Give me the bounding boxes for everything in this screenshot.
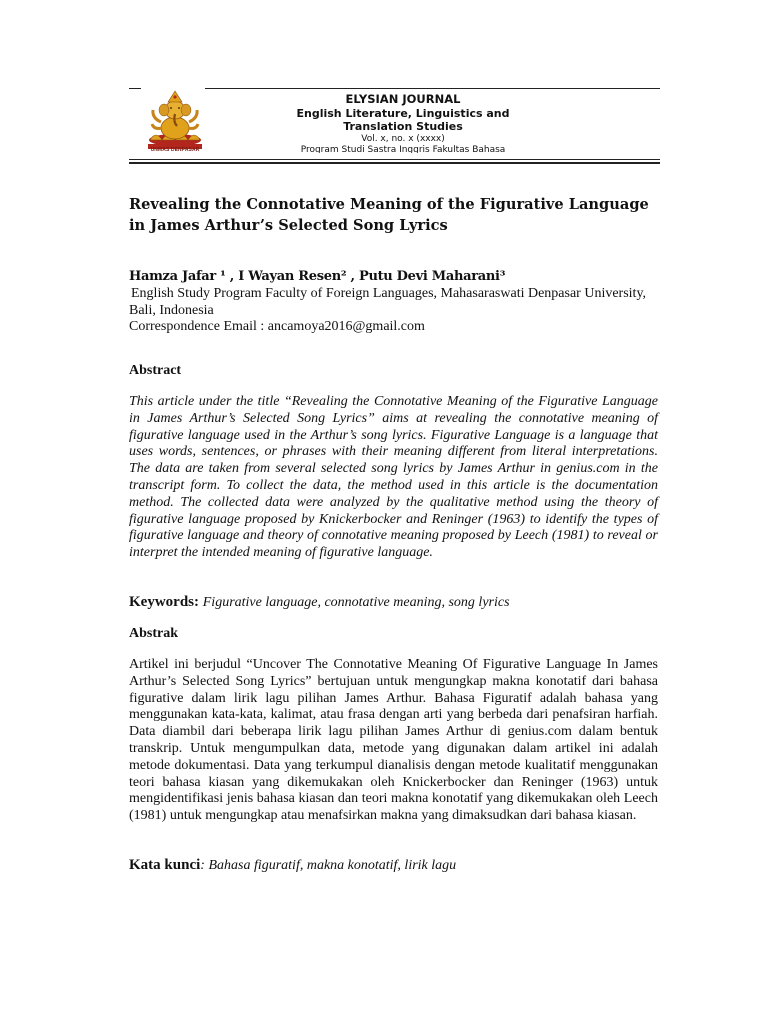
kata-kunci-values: Bahasa figuratif, makna konotatif, lirik lagu <box>204 858 457 873</box>
logo-caption: UNMAS DENPASAR <box>150 147 200 153</box>
journal-subtitle-line1: English Literature, Linguistics and <box>296 107 510 120</box>
kata-kunci-label: Kata kunci <box>129 857 201 873</box>
abstrak-body: Artikel ini berjudul “Uncover The Connotative Meaning Of Figurative Language In James Arthur’s Selected Song Lyrics” bertujuan untuk mengungkap makna konotatif dari bahasa figurative dalam lirik lagu pilihan James Arthur. Bahasa Figuratif adalah bahasa yang menggunakan kata-kata, kalimat, atau frasa dengan arti yang berbeda dari penafsiran harfiah. Data diambil dari beberapa lirik lagu pilihan James Arthur di genius.com dalam bentuk transkrip. Untuk mengumpulkan data, metode yang digunakan dalam artikel ini adalah metode dokumentasi. Data yang terkumpul dianalisis dengan metode kualitatif menggunakan teori bahasa kiasan yang dikemukakan oleh Knickerbocker dan Reninger (1963) untuk mengidentifikasi jenis bahasa kiasan dan teori makna konotatif yang dikemukakan oleh Leech (1981) untuk mengungkap atau menafsirkan makna yang dimaksudkan dari bahasa kiasan. <box>129 657 658 824</box>
author-list: Hamza Jafar ¹ , I Wayan Resen² , Putu Devi Maharani³ <box>129 269 506 284</box>
abstrak-heading: Abstrak <box>129 626 179 641</box>
journal-header <box>280 92 526 153</box>
journal-subtitle-line2: Translation Studies <box>343 120 463 133</box>
header-bottom-rule-thin <box>129 159 660 160</box>
kata-kunci-line <box>129 857 669 874</box>
journal-volume: Vol. x, no. x (xxxx) <box>361 134 445 144</box>
header-bottom-rule-thick <box>129 162 660 164</box>
article-title: Revealing the Connotative Meaning of the Figurative Language in James Arthur’s Selected Song Lyrics <box>129 196 649 234</box>
affiliation-block <box>129 286 669 336</box>
keywords-line <box>129 594 669 611</box>
affiliation-line2: Bali, Indonesia <box>129 302 214 318</box>
correspondence-email: Correspondence Email : ancamoya2016@gmail.com <box>129 319 425 334</box>
header-top-rule <box>205 88 660 89</box>
abstract-heading: Abstract <box>129 363 182 378</box>
keywords-values: Figurative language, connotative meaning, song lyrics <box>202 595 510 610</box>
kata-kunci-colon: : <box>200 858 205 873</box>
journal-name: ELYSIAN JOURNAL <box>345 92 461 106</box>
abstract-body: This article under the title “Revealing the Connotative Meaning of the Figurative Language in James Arthur’s Selected Song Lyrics” aims at revealing the connotative meaning of figurative language used in the Arthur’s song lyrics. Figurative Language is a language that uses words, sentences, or phrases with their meaning different from literal interpretations. The data are taken from several selected song lyrics by James Arthur in genius.com in the transcript form. To collect the data, the method used in this article is the documentation method. The collected data were analyzed by the qualitative method using the theory of figurative language proposed by Knickerbocker and Reninger (1963) to identify the types of figurative language and theory of connotative meaning proposed by Leech (1981) to reveal or interpret the intended meaning of figurative language. <box>129 394 658 561</box>
journal-program: Program Studi Sastra Inggris Fakultas Bahasa <box>300 145 506 153</box>
keywords-label: Keywords: <box>129 594 199 610</box>
affiliation-line1: English Study Program Faculty of Foreign Languages, Mahasaraswati Denpasar University, <box>131 286 647 301</box>
